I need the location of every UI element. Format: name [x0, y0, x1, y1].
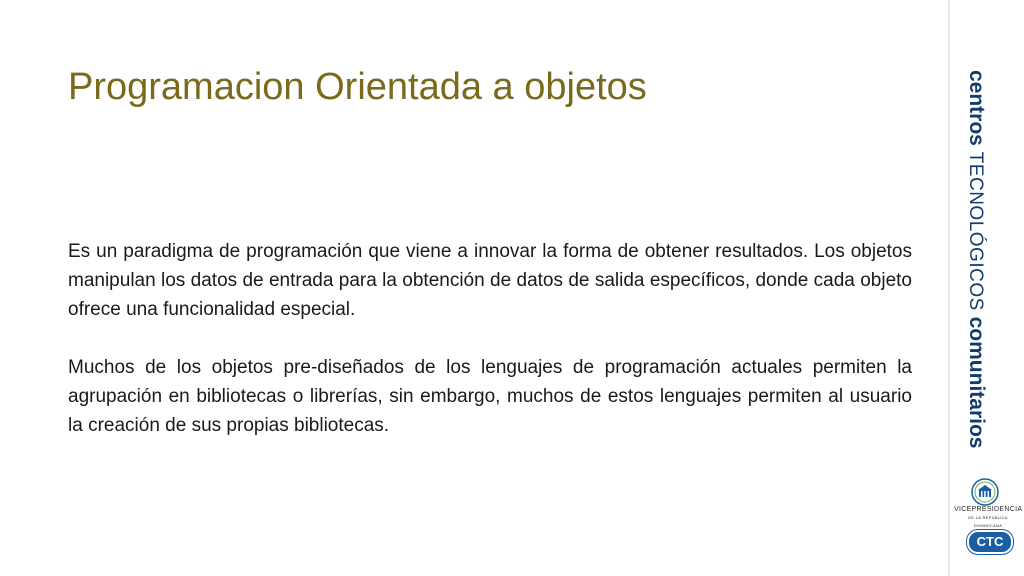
brand-part-1: centros [965, 70, 988, 146]
vicepresidencia-seal-icon [971, 478, 999, 506]
paragraph-1: Es un paradigma de programación que viene a innovar la forma de obtener resultados. Los objetos manipulan los datos de entrada para la obtención de datos de salida específicos, donde cada objeto ofrece una funcionalidad especial. [68, 241, 912, 320]
brand-part-2: TECNOLÓGICOS [965, 151, 986, 311]
brand-logo-text [964, 70, 988, 448]
seal-title: VICEPRESIDENCIA [954, 506, 1023, 513]
slide-title: Programacion Orientada a objetos [68, 66, 647, 108]
seal-subtitle: DE LA REPÚBLICA DOMINICANA [968, 515, 1008, 528]
ctc-logo: CTC [967, 530, 1013, 554]
seal-label [954, 506, 1022, 530]
brand-part-3: comunitarios [965, 316, 988, 449]
slide-body [68, 237, 912, 440]
paragraph-2: Muchos de los objetos pre-diseñados de los lenguajes de programación actuales permiten la agrupación en bibliotecas o librerías, sin embargo, muchos de estos lenguajes permiten al usuario la creación de sus propias bibliotecas. [68, 357, 912, 436]
